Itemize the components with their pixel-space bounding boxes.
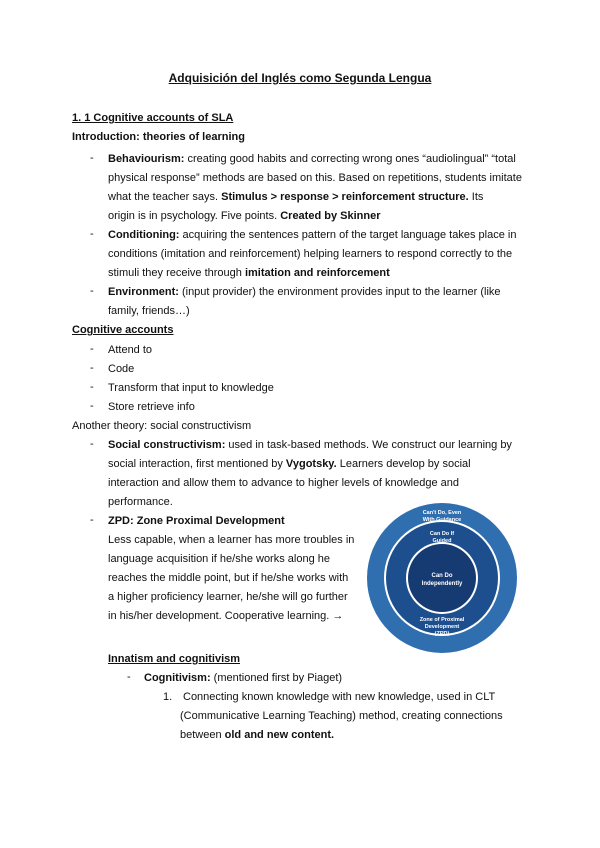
conditioning-line-2: conditions (imitation and reinforcement) helping learners to respond correctly to the (108, 248, 513, 260)
environment-line-2: family, friends…) (108, 305, 190, 317)
social-line-2 (108, 457, 471, 471)
behaviourism-creator: Created by Skinner (280, 210, 381, 222)
behaviourism-text: origin is in psychology. Five points. (108, 210, 281, 222)
zpd-term: ZPD: Zone Proximal Development (108, 515, 285, 527)
social-line-1 (108, 438, 512, 452)
list-item: Code (108, 363, 135, 375)
environment-term: Environment: (108, 286, 179, 298)
behaviourism-line-3 (108, 190, 483, 204)
conditioning-line-3 (108, 266, 390, 280)
list-item: Transform that input to knowledge (108, 382, 274, 394)
bullet-dash: - (90, 285, 94, 297)
behaviourism-line-2: physical response” methods are based on this. Based on repetitions, students imitate (108, 172, 522, 184)
bullet-dash: - (90, 400, 94, 412)
zpd-line: Less capable, when a learner has more troubles in (108, 534, 355, 546)
environment-line-1 (108, 285, 501, 299)
diagram-zpd-label: Zone of Proximal (419, 617, 465, 623)
bullet-dash: - (127, 671, 131, 683)
zpd-line: in his/her development. Cooperative learning. → (108, 610, 344, 622)
diagram-zpd-label: (ZPD) (434, 631, 450, 637)
conditioning-text: stimuli they receive through (108, 267, 245, 279)
social-text: Learners develop by social (336, 458, 471, 470)
conditioning-emphasis: imitation and reinforcement (244, 267, 390, 279)
bullet-dash: - (90, 514, 94, 526)
cognitivism-term: Cognitivism: (144, 672, 211, 684)
diagram-outer-label: Can't Do, Even (422, 510, 462, 516)
list-item: Store retrieve info (108, 401, 195, 413)
social-text: used in task-based methods. We construct our learning by (225, 439, 512, 451)
behaviourism-line-4 (108, 209, 380, 223)
innatism-heading: Innatism and cognitivism (108, 653, 241, 665)
zpd-line: reaches the middle point, but if he/she works with (108, 572, 349, 584)
numbered-marker: 1. (163, 691, 173, 703)
bullet-dash: - (90, 438, 94, 450)
cognitivism-text: between (180, 729, 225, 741)
document-title: Adquisición del Inglés como Segunda Lengua (168, 71, 432, 85)
bullet-dash: - (90, 228, 94, 240)
conditioning-term: Conditioning: (108, 229, 180, 241)
social-text: social interaction, first mentioned by (108, 458, 286, 470)
behaviourism-line-1 (108, 152, 516, 166)
behaviourism-text: creating good habits and correcting wrong ones “audiolingual” “total (184, 153, 516, 165)
diagram-zpd-label: Development (424, 624, 460, 630)
list-item: Attend to (108, 344, 153, 356)
intro-heading: Introduction: theories of learning (72, 131, 245, 143)
bullet-dash: - (90, 343, 94, 355)
cognitive-accounts-heading: Cognitive accounts (72, 324, 174, 336)
social-term: Social constructivism: (108, 439, 226, 451)
cognitivism-note: (mentioned first by Piaget) (210, 672, 343, 684)
cognitivism-emphasis: old and new content. (224, 729, 335, 741)
cognitivism-point-line-3 (180, 728, 334, 742)
diagram-outer-label: With Guidance (422, 517, 462, 523)
bullet-dash: - (90, 381, 94, 393)
another-theory: Another theory: social constructivism (72, 420, 252, 432)
cognitivism-point-line-1: Connecting known knowledge with new knowledge, used in CLT (183, 691, 496, 703)
behaviourism-text: what the teacher says. (108, 191, 222, 203)
bullet-dash: - (90, 152, 94, 164)
social-author: Vygotsky. (285, 458, 337, 470)
behaviourism-term: Behaviourism: (108, 153, 185, 165)
social-line-4: performance. (108, 496, 173, 508)
zpd-line: a higher proficiency learner, he/she will go further (108, 591, 348, 603)
diagram-middle-label: Can Do If (429, 531, 455, 537)
conditioning-line-1 (108, 228, 516, 242)
diagram-center-label: Can Do (431, 573, 453, 579)
social-line-3: interaction and allow them to advance to higher levels of knowledge and (108, 477, 460, 489)
zpd-diagram (366, 502, 518, 654)
environment-text: (input provider) the environment provides input to the learner (like (178, 286, 501, 298)
behaviourism-structure: Stimulus > response > reinforcement structure. (221, 191, 469, 203)
bullet-dash: - (90, 362, 94, 374)
diagram-middle-label: Guided (432, 538, 452, 544)
cognitivism-line (144, 671, 342, 685)
diagram-center-label: Independently (421, 581, 463, 587)
zpd-line: language acquisition if he/she works along he (108, 553, 330, 565)
behaviourism-text: Its (468, 191, 484, 203)
conditioning-text: acquiring the sentences pattern of the target language takes place in (179, 229, 517, 241)
section-heading: 1. 1 Cognitive accounts of SLA (72, 112, 234, 124)
cognitivism-point-line-2: (Communicative Learning Teaching) method, creating connections (180, 710, 503, 722)
